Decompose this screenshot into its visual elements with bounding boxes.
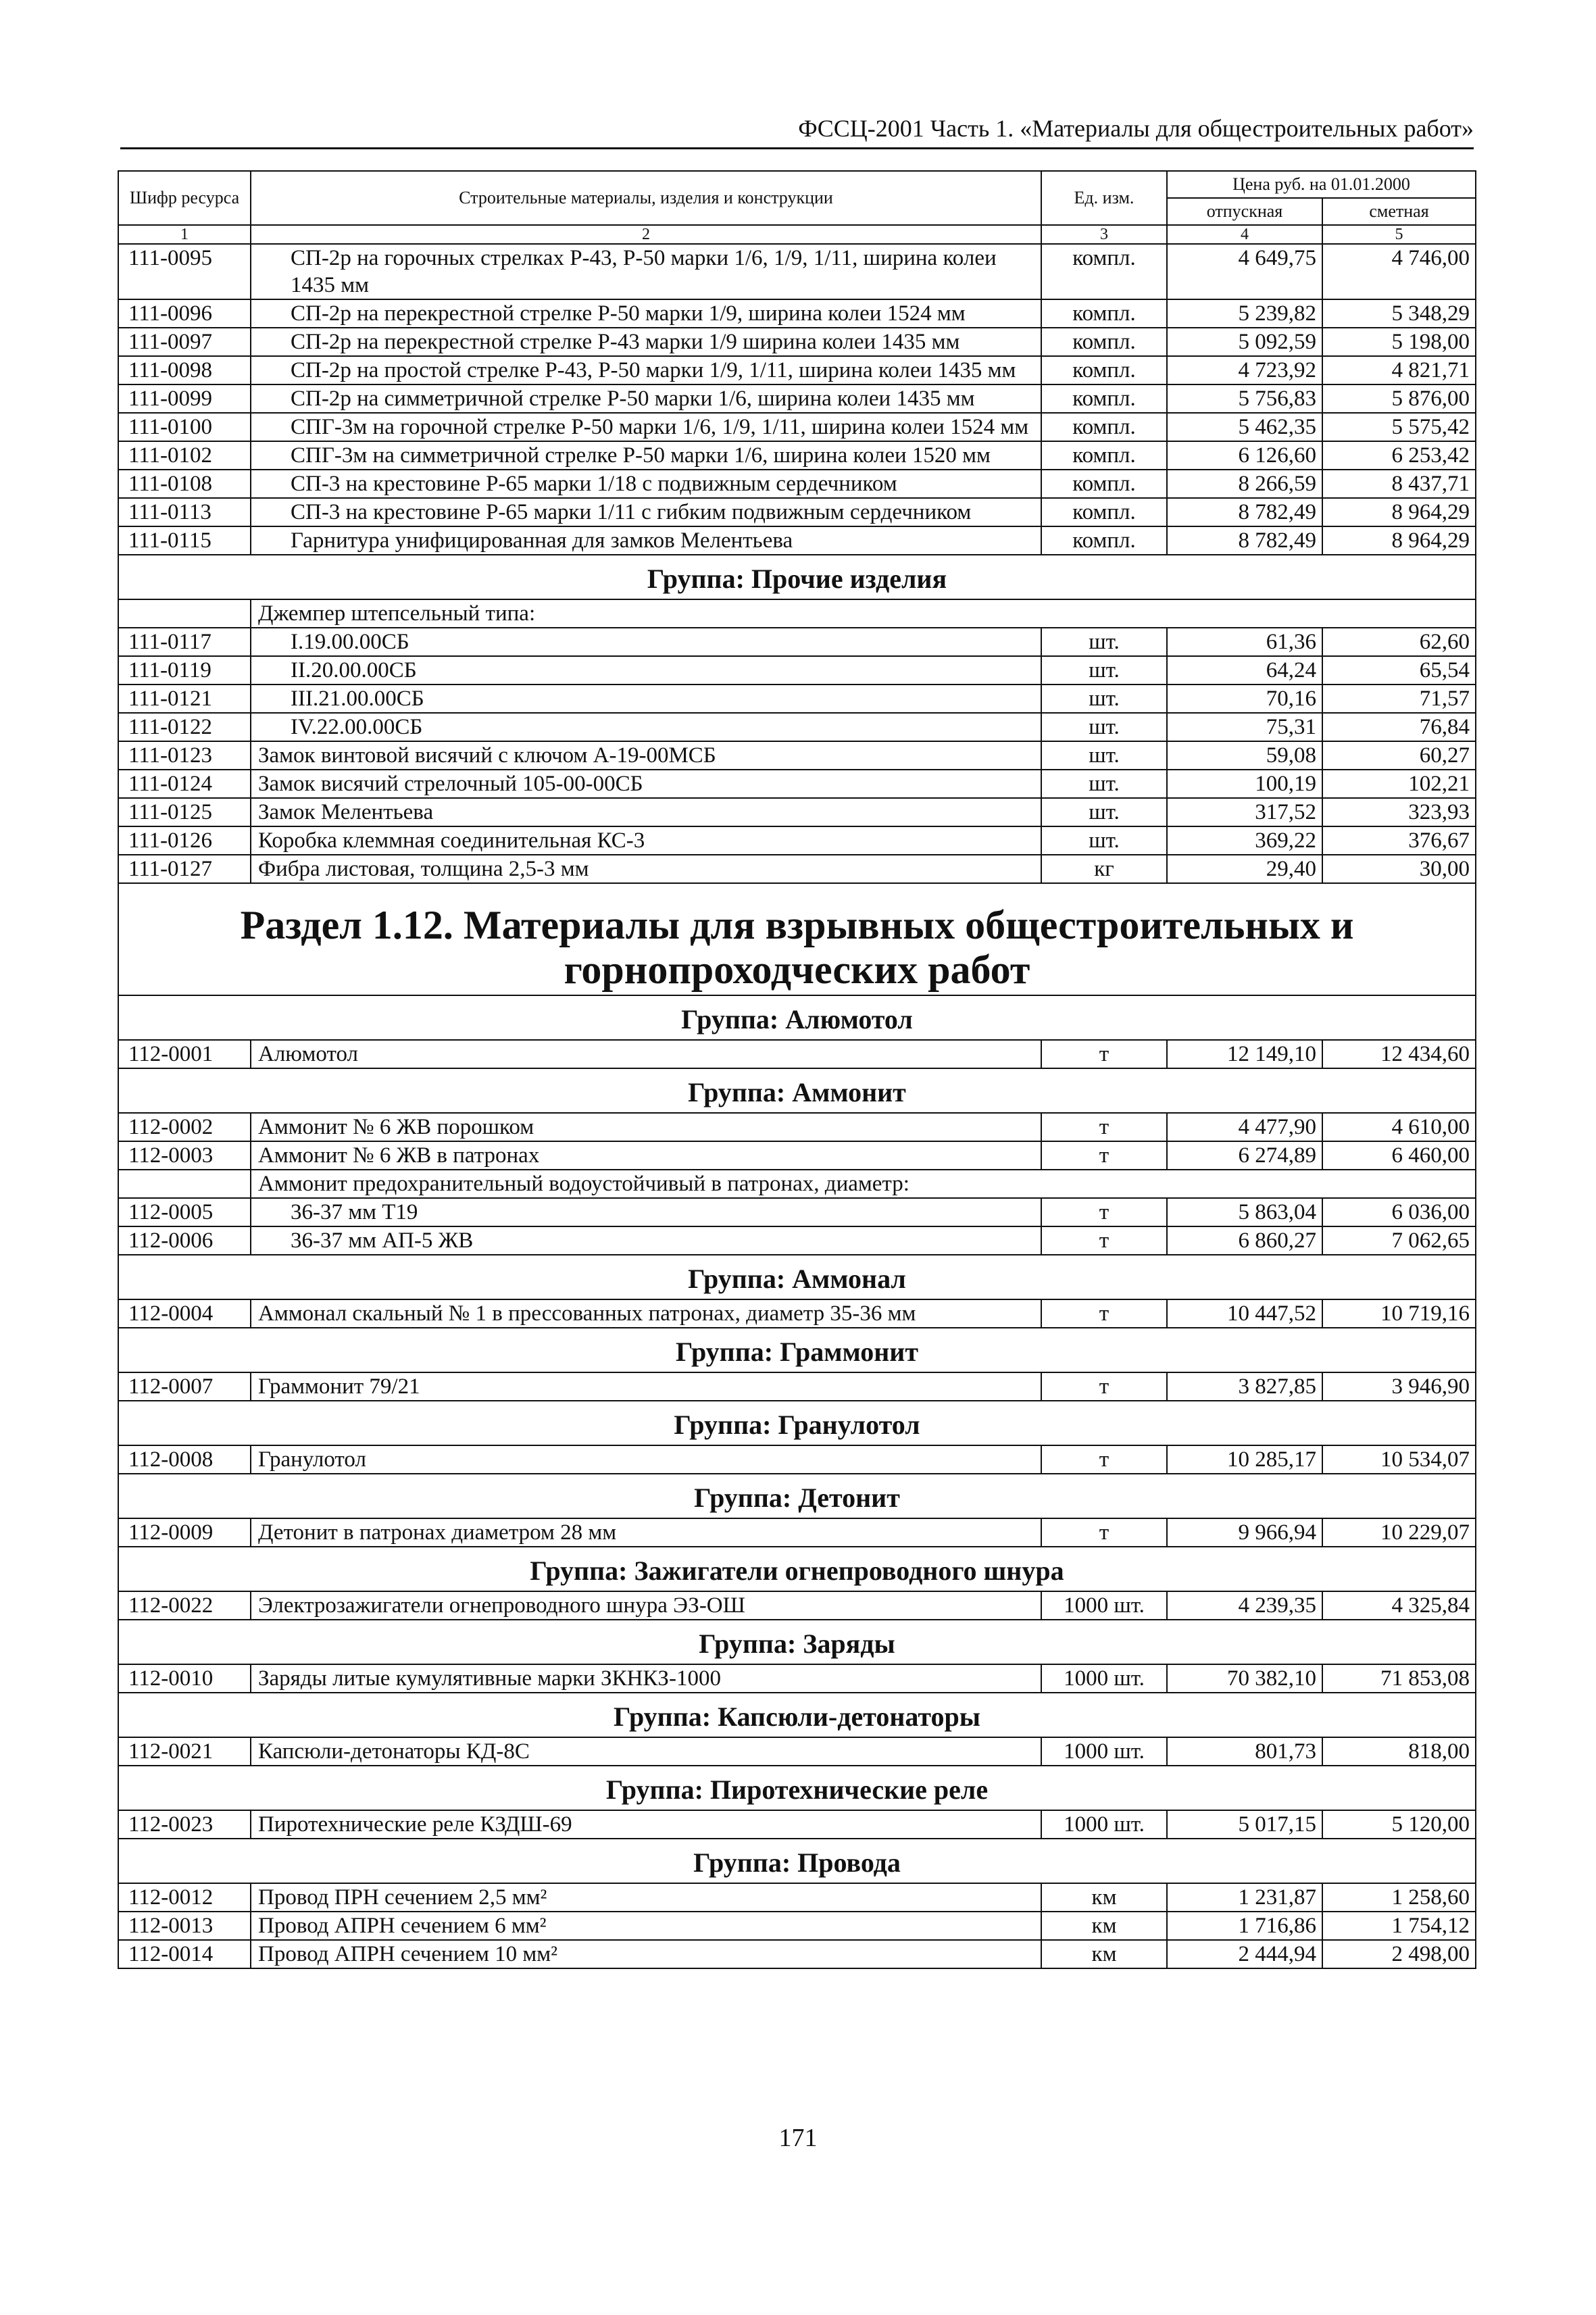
group-heading-row	[118, 1401, 1476, 1445]
subheading: Джемпер штепсельный типа:	[251, 599, 1476, 628]
row-release-price: 10 285,17	[1167, 1445, 1322, 1474]
row-code: 112-0009	[118, 1518, 251, 1547]
row-code: 111-0097	[118, 328, 251, 356]
row-estimate-price: 7 062,65	[1322, 1226, 1476, 1255]
row-name: Гарнитура унифицированная для замков Мелентьева	[251, 526, 1041, 555]
row-name: Детонит в патронах диаметром 28 мм	[251, 1518, 1041, 1547]
row-release-price: 70,16	[1167, 684, 1322, 713]
row-unit: км	[1041, 1940, 1167, 1968]
row-estimate-price: 4 325,84	[1322, 1591, 1476, 1620]
table-row	[118, 1912, 1476, 1940]
table-row	[118, 1372, 1476, 1401]
row-code: 112-0001	[118, 1040, 251, 1068]
row-estimate-price: 65,54	[1322, 656, 1476, 684]
row-name: I.19.00.00СБ	[251, 628, 1041, 656]
row-unit: компл.	[1041, 299, 1167, 328]
table-row	[118, 1198, 1476, 1226]
row-release-price: 8 266,59	[1167, 470, 1322, 498]
row-name: Замок Мелентьева	[251, 798, 1041, 826]
col-num-2: 2	[251, 225, 1041, 244]
row-name: СП-2р на перекрестной стрелке Р-43 марки 1/9 ширина колеи 1435 мм	[251, 328, 1041, 356]
row-release-price: 5 756,83	[1167, 384, 1322, 413]
table-row	[118, 1226, 1476, 1255]
row-estimate-price: 6 036,00	[1322, 1198, 1476, 1226]
table-row	[118, 628, 1476, 656]
table-row	[118, 1737, 1476, 1766]
row-release-price: 4 477,90	[1167, 1113, 1322, 1141]
row-code: 112-0003	[118, 1141, 251, 1170]
group-heading: Группа: Прочие изделия	[118, 555, 1476, 599]
row-code: 112-0007	[118, 1372, 251, 1401]
row-name: Граммонит 79/21	[251, 1372, 1041, 1401]
table-row	[118, 798, 1476, 826]
row-code: 111-0095	[118, 244, 251, 299]
subheading-spacer	[118, 599, 251, 628]
row-name: СП-3 на крестовине Р-65 марки 1/18 с подвижным сердечником	[251, 470, 1041, 498]
subheading-row	[118, 1170, 1476, 1198]
row-code: 112-0022	[118, 1591, 251, 1620]
group-heading: Группа: Гранулотол	[118, 1401, 1476, 1445]
row-release-price: 5 863,04	[1167, 1198, 1322, 1226]
group-heading: Группа: Капсюли-детонаторы	[118, 1693, 1476, 1737]
row-unit: компл.	[1041, 384, 1167, 413]
row-release-price: 70 382,10	[1167, 1664, 1322, 1693]
col-num-4: 4	[1167, 225, 1322, 244]
row-release-price: 4 649,75	[1167, 244, 1322, 299]
row-name: Замок винтовой висячий с ключом А-19-00МСБ	[251, 741, 1041, 770]
row-estimate-price: 6 460,00	[1322, 1141, 1476, 1170]
row-unit: шт.	[1041, 770, 1167, 798]
row-name: СП-2р на симметричной стрелке Р-50 марки 1/6, ширина колеи 1435 мм	[251, 384, 1041, 413]
row-name: СП-3 на крестовине Р-65 марки 1/11 с гибким подвижным сердечником	[251, 498, 1041, 526]
row-code: 111-0113	[118, 498, 251, 526]
row-code: 111-0102	[118, 441, 251, 470]
row-unit: т	[1041, 1198, 1167, 1226]
row-name: Пиротехнические реле КЗДШ-69	[251, 1810, 1041, 1839]
group-heading-row	[118, 1328, 1476, 1372]
row-release-price: 4 239,35	[1167, 1591, 1322, 1620]
row-code: 111-0123	[118, 741, 251, 770]
row-unit: т	[1041, 1299, 1167, 1328]
table-row	[118, 656, 1476, 684]
group-heading: Группа: Граммонит	[118, 1328, 1476, 1372]
group-heading: Группа: Аммонит	[118, 1068, 1476, 1113]
row-unit: км	[1041, 1912, 1167, 1940]
table-row	[118, 526, 1476, 555]
row-estimate-price: 5 198,00	[1322, 328, 1476, 356]
row-name: Аммонал скальный № 1 в прессованных патронах, диаметр 35-36 мм	[251, 1299, 1041, 1328]
subheading: Аммонит предохранительный водоустойчивый в патронах, диаметр:	[251, 1170, 1476, 1198]
table-row	[118, 741, 1476, 770]
row-unit: кг	[1041, 855, 1167, 883]
row-unit: т	[1041, 1445, 1167, 1474]
row-unit: шт.	[1041, 826, 1167, 855]
group-heading: Группа: Зажигатели огнепроводного шнура	[118, 1547, 1476, 1591]
row-unit: 1000 шт.	[1041, 1737, 1167, 1766]
table-row	[118, 1664, 1476, 1693]
row-release-price: 5 017,15	[1167, 1810, 1322, 1839]
table-row	[118, 1591, 1476, 1620]
row-code: 112-0008	[118, 1445, 251, 1474]
row-estimate-price: 4 610,00	[1322, 1113, 1476, 1141]
row-unit: шт.	[1041, 713, 1167, 741]
header-unit: Ед. изм.	[1041, 171, 1167, 225]
page-header: ФССЦ-2001 Часть 1. «Материалы для общестроительных работ»	[120, 114, 1474, 149]
row-estimate-price: 818,00	[1322, 1737, 1476, 1766]
row-code: 112-0013	[118, 1912, 251, 1940]
table-row	[118, 1113, 1476, 1141]
table-row	[118, 1299, 1476, 1328]
row-name: Фибра листовая, толщина 2,5-3 мм	[251, 855, 1041, 883]
table-row	[118, 1810, 1476, 1839]
row-release-price: 1 716,86	[1167, 1912, 1322, 1940]
row-code: 112-0021	[118, 1737, 251, 1766]
row-estimate-price: 76,84	[1322, 713, 1476, 741]
row-estimate-price: 60,27	[1322, 741, 1476, 770]
row-estimate-price: 12 434,60	[1322, 1040, 1476, 1068]
row-name: II.20.00.00СБ	[251, 656, 1041, 684]
row-unit: компл.	[1041, 356, 1167, 384]
col-num-3: 3	[1041, 225, 1167, 244]
row-release-price: 1 231,87	[1167, 1883, 1322, 1912]
table-body	[118, 244, 1476, 1968]
row-release-price: 100,19	[1167, 770, 1322, 798]
row-name: СП-2р на перекрестной стрелке Р-50 марки 1/9, ширина колеи 1524 мм	[251, 299, 1041, 328]
group-heading: Группа: Алюмотол	[118, 995, 1476, 1040]
row-estimate-price: 4 821,71	[1322, 356, 1476, 384]
group-heading: Группа: Заряды	[118, 1620, 1476, 1664]
row-unit: т	[1041, 1226, 1167, 1255]
table-row	[118, 413, 1476, 441]
row-release-price: 61,36	[1167, 628, 1322, 656]
row-name: Провод АПРН сечением 10 мм²	[251, 1940, 1041, 1968]
row-release-price: 4 723,92	[1167, 356, 1322, 384]
row-code: 112-0014	[118, 1940, 251, 1968]
group-heading: Группа: Аммонал	[118, 1255, 1476, 1299]
row-code: 111-0124	[118, 770, 251, 798]
row-unit: т	[1041, 1372, 1167, 1401]
group-heading-row	[118, 555, 1476, 599]
group-heading-row	[118, 1839, 1476, 1883]
row-code: 112-0010	[118, 1664, 251, 1693]
row-unit: 1000 шт.	[1041, 1810, 1167, 1839]
row-release-price: 8 782,49	[1167, 498, 1322, 526]
table-row	[118, 441, 1476, 470]
row-unit: т	[1041, 1113, 1167, 1141]
group-heading-row	[118, 1547, 1476, 1591]
group-heading: Группа: Пиротехнические реле	[118, 1766, 1476, 1810]
row-unit: км	[1041, 1883, 1167, 1912]
row-unit: 1000 шт.	[1041, 1664, 1167, 1693]
row-name: Гранулотол	[251, 1445, 1041, 1474]
row-code: 111-0108	[118, 470, 251, 498]
row-name: III.21.00.00СБ	[251, 684, 1041, 713]
row-name: IV.22.00.00СБ	[251, 713, 1041, 741]
row-estimate-price: 8 964,29	[1322, 526, 1476, 555]
section-title-row	[118, 883, 1476, 995]
row-release-price: 317,52	[1167, 798, 1322, 826]
table-row	[118, 1940, 1476, 1968]
row-estimate-price: 8 437,71	[1322, 470, 1476, 498]
group-heading-row	[118, 995, 1476, 1040]
table-row	[118, 498, 1476, 526]
table-row	[118, 384, 1476, 413]
row-estimate-price: 10 719,16	[1322, 1299, 1476, 1328]
header-name: Строительные материалы, изделия и конструкции	[251, 171, 1041, 225]
row-unit: т	[1041, 1518, 1167, 1547]
group-heading-row	[118, 1474, 1476, 1518]
row-release-price: 64,24	[1167, 656, 1322, 684]
row-code: 111-0115	[118, 526, 251, 555]
row-estimate-price: 6 253,42	[1322, 441, 1476, 470]
header-code: Шифр ресурса	[118, 171, 251, 225]
row-release-price: 6 126,60	[1167, 441, 1322, 470]
row-estimate-price: 10 534,07	[1322, 1445, 1476, 1474]
row-unit: компл.	[1041, 413, 1167, 441]
row-estimate-price: 30,00	[1322, 855, 1476, 883]
row-estimate-price: 4 746,00	[1322, 244, 1476, 299]
table-row	[118, 826, 1476, 855]
row-estimate-price: 62,60	[1322, 628, 1476, 656]
header-estimate: сметная	[1322, 198, 1476, 225]
table-row	[118, 1518, 1476, 1547]
row-unit: компл.	[1041, 328, 1167, 356]
row-estimate-price: 5 575,42	[1322, 413, 1476, 441]
table-row	[118, 470, 1476, 498]
table-row	[118, 328, 1476, 356]
row-unit: шт.	[1041, 798, 1167, 826]
table-row	[118, 1883, 1476, 1912]
row-name: СП-2р на простой стрелке Р-43, Р-50 марки 1/9, 1/11, ширина колеи 1435 мм	[251, 356, 1041, 384]
row-name: Электрозажигатели огнепроводного шнура ЭЗ-ОШ	[251, 1591, 1041, 1620]
section-title: Раздел 1.12. Материалы для взрывных общестроительных и горнопроходческих работ	[118, 883, 1476, 995]
row-estimate-price: 102,21	[1322, 770, 1476, 798]
subheading-spacer	[118, 1170, 251, 1198]
row-unit: компл.	[1041, 470, 1167, 498]
row-unit: шт.	[1041, 656, 1167, 684]
table-header-row	[118, 171, 1476, 198]
row-release-price: 2 444,94	[1167, 1940, 1322, 1968]
row-code: 112-0004	[118, 1299, 251, 1328]
row-release-price: 9 966,94	[1167, 1518, 1322, 1547]
row-unit: шт.	[1041, 684, 1167, 713]
row-estimate-price: 71 853,08	[1322, 1664, 1476, 1693]
row-code: 111-0098	[118, 356, 251, 384]
col-num-5: 5	[1322, 225, 1476, 244]
row-name: Заряды литые кумулятивные марки ЗКНКЗ-1000	[251, 1664, 1041, 1693]
table-row	[118, 356, 1476, 384]
col-num-1: 1	[118, 225, 251, 244]
row-unit: т	[1041, 1141, 1167, 1170]
group-heading-row	[118, 1255, 1476, 1299]
row-release-price: 29,40	[1167, 855, 1322, 883]
row-code: 111-0119	[118, 656, 251, 684]
row-release-price: 5 239,82	[1167, 299, 1322, 328]
row-estimate-price: 2 498,00	[1322, 1940, 1476, 1968]
row-name: СПГ-3м на симметричной стрелке Р-50 марки 1/6, ширина колеи 1520 мм	[251, 441, 1041, 470]
row-release-price: 3 827,85	[1167, 1372, 1322, 1401]
row-code: 111-0117	[118, 628, 251, 656]
table-row	[118, 244, 1476, 299]
group-heading-row	[118, 1620, 1476, 1664]
row-estimate-price: 323,93	[1322, 798, 1476, 826]
table-row	[118, 684, 1476, 713]
column-numbers-row	[118, 225, 1476, 244]
row-code: 111-0122	[118, 713, 251, 741]
row-code: 111-0127	[118, 855, 251, 883]
subheading-row	[118, 599, 1476, 628]
row-estimate-price: 376,67	[1322, 826, 1476, 855]
table-row	[118, 770, 1476, 798]
row-release-price: 59,08	[1167, 741, 1322, 770]
row-unit: компл.	[1041, 441, 1167, 470]
row-name: Аммонит № 6 ЖВ порошком	[251, 1113, 1041, 1141]
table-row	[118, 1141, 1476, 1170]
row-code: 111-0096	[118, 299, 251, 328]
table-row	[118, 1040, 1476, 1068]
group-heading: Группа: Провода	[118, 1839, 1476, 1883]
page-number: 171	[778, 2124, 818, 2152]
row-estimate-price: 5 120,00	[1322, 1810, 1476, 1839]
table-row	[118, 855, 1476, 883]
row-release-price: 6 860,27	[1167, 1226, 1322, 1255]
row-code: 112-0002	[118, 1113, 251, 1141]
row-release-price: 10 447,52	[1167, 1299, 1322, 1328]
row-code: 112-0005	[118, 1198, 251, 1226]
row-release-price: 801,73	[1167, 1737, 1322, 1766]
row-estimate-price: 10 229,07	[1322, 1518, 1476, 1547]
row-unit: компл.	[1041, 526, 1167, 555]
group-heading-row	[118, 1068, 1476, 1113]
row-estimate-price: 1 754,12	[1322, 1912, 1476, 1940]
row-estimate-price: 1 258,60	[1322, 1883, 1476, 1912]
row-release-price: 5 092,59	[1167, 328, 1322, 356]
row-unit: 1000 шт.	[1041, 1591, 1167, 1620]
row-release-price: 8 782,49	[1167, 526, 1322, 555]
row-release-price: 6 274,89	[1167, 1141, 1322, 1170]
row-unit: компл.	[1041, 498, 1167, 526]
row-unit: т	[1041, 1040, 1167, 1068]
row-unit: компл.	[1041, 244, 1167, 299]
row-name: Коробка клеммная соединительная КС-3	[251, 826, 1041, 855]
row-name: Алюмотол	[251, 1040, 1041, 1068]
row-code: 111-0099	[118, 384, 251, 413]
table-row	[118, 1445, 1476, 1474]
row-release-price: 75,31	[1167, 713, 1322, 741]
row-name: СП-2р на горочных стрелках Р-43, Р-50 марки 1/6, 1/9, 1/11, ширина колеи 1435 мм	[251, 244, 1041, 299]
row-name: Замок висячий стрелочный 105-00-00СБ	[251, 770, 1041, 798]
group-heading: Группа: Детонит	[118, 1474, 1476, 1518]
row-code: 112-0023	[118, 1810, 251, 1839]
price-table	[118, 170, 1476, 1969]
row-release-price: 369,22	[1167, 826, 1322, 855]
row-release-price: 12 149,10	[1167, 1040, 1322, 1068]
row-name: Аммонит № 6 ЖВ в патронах	[251, 1141, 1041, 1170]
row-code: 111-0121	[118, 684, 251, 713]
row-name: Провод АПРН сечением 6 мм²	[251, 1912, 1041, 1940]
row-unit: шт.	[1041, 741, 1167, 770]
header-release: отпускная	[1167, 198, 1322, 225]
row-estimate-price: 5 876,00	[1322, 384, 1476, 413]
row-name: СПГ-3м на горочной стрелке Р-50 марки 1/6, 1/9, 1/11, ширина колеи 1524 мм	[251, 413, 1041, 441]
group-heading-row	[118, 1766, 1476, 1810]
row-unit: шт.	[1041, 628, 1167, 656]
table-row	[118, 299, 1476, 328]
row-code: 111-0125	[118, 798, 251, 826]
row-name: Провод ПРН сечением 2,5 мм²	[251, 1883, 1041, 1912]
row-name: 36-37 мм Т19	[251, 1198, 1041, 1226]
row-estimate-price: 5 348,29	[1322, 299, 1476, 328]
row-code: 112-0012	[118, 1883, 251, 1912]
row-release-price: 5 462,35	[1167, 413, 1322, 441]
row-code: 111-0100	[118, 413, 251, 441]
row-name: Капсюли-детонаторы КД-8С	[251, 1737, 1041, 1766]
row-name: 36-37 мм АП-5 ЖВ	[251, 1226, 1041, 1255]
row-estimate-price: 71,57	[1322, 684, 1476, 713]
row-code: 112-0006	[118, 1226, 251, 1255]
row-estimate-price: 8 964,29	[1322, 498, 1476, 526]
row-code: 111-0126	[118, 826, 251, 855]
group-heading-row	[118, 1693, 1476, 1737]
table-row	[118, 713, 1476, 741]
row-estimate-price: 3 946,90	[1322, 1372, 1476, 1401]
header-price: Цена руб. на 01.01.2000	[1167, 171, 1476, 198]
